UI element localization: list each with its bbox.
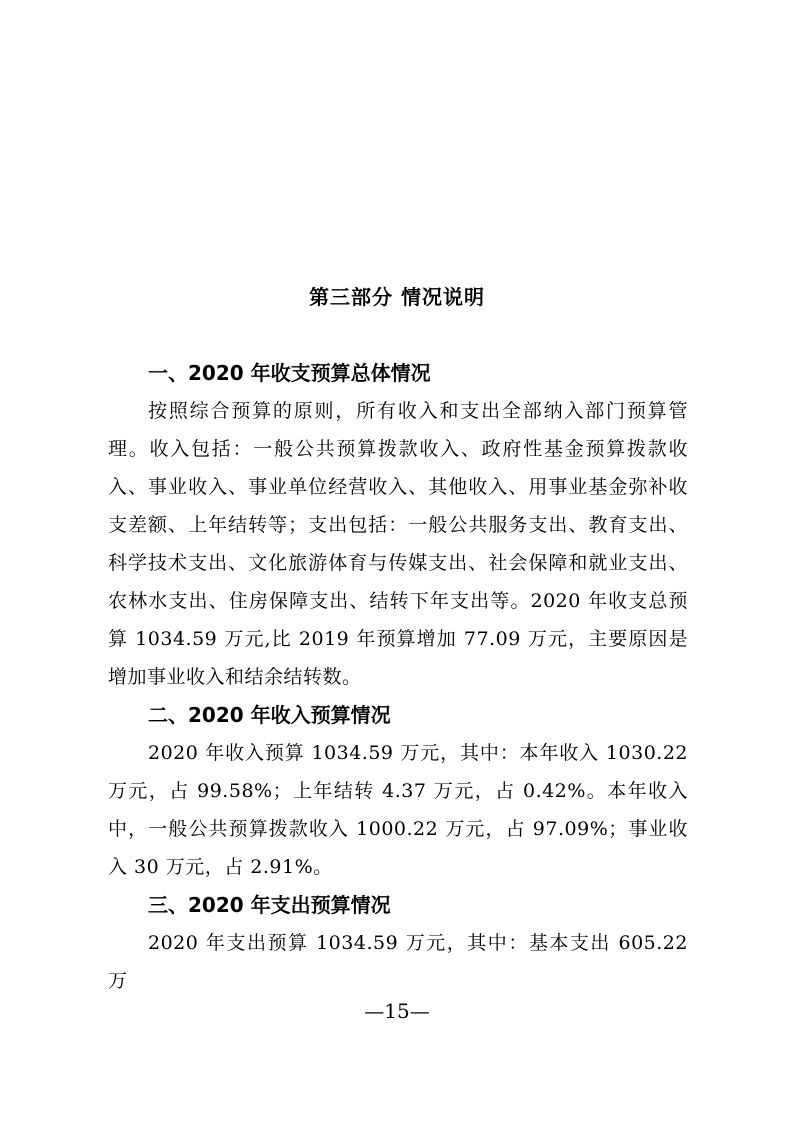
section-paragraph: 按照综合预算的原则，所有收入和支出全部纳入部门预算管理。收入包括：一般公共预算拨款收入、政府性基金预算拨款收入、事业收入、事业单位经营收入、其他收入、用事业基金弥补收支差额、上年结转等；支出包括：一般公共服务支出、教育支出、科学技术支出、文化旅游体育与传媒支出、社会保障和就业支出、农林水支出、住房保障支出、结转下年支出等。2020 年收支总预算 1034.59 万元,比 2019 年预算增加 77.09 万元，主要原因是增加事业收入和结余结转数。	[108, 400, 688, 688]
document-body	[108, 354, 688, 1000]
page-number: —15—	[364, 999, 430, 1023]
section-heading: 一、2020 年收支预算总体情况	[148, 361, 431, 385]
section-income	[108, 696, 688, 886]
section-paragraph: 2020 年收入预算 1034.59 万元，其中：本年收入 1030.22 万元，占 99.58%；上年结转 4.37 万元，占 0.42%。本年收入中，一般公共预算拨款收入 1000.22 万元，占 97.09%；事业收入 30 万元，占 2.91%。	[108, 742, 688, 878]
section-heading: 二、2020 年收入预算情况	[148, 703, 391, 727]
section-expenditure	[108, 886, 688, 1000]
section-overview	[108, 354, 688, 696]
page-title: 第三部分 情况说明	[309, 285, 485, 309]
section-heading: 三、2020 年支出预算情况	[148, 893, 391, 917]
section-paragraph: 2020 年支出预算 1034.59 万元，其中：基本支出 605.22 万	[108, 932, 688, 992]
